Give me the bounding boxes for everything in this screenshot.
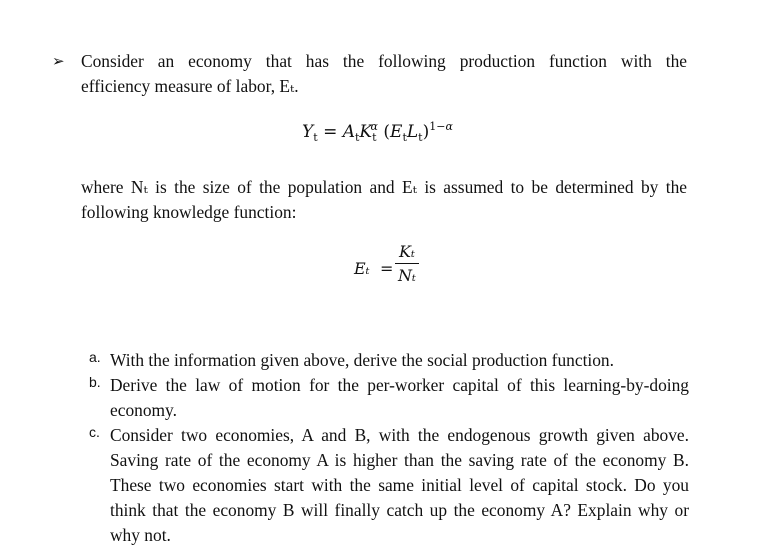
knowledge-lhs: Eₜ [354,259,370,278]
intro-line-1: Consider an economy that has the following production function with the [81,51,687,71]
where-line-2: following knowledge function: [81,202,297,222]
question-marker: a. [89,349,101,365]
question-text: With the information given above, derive the social production function. [110,350,614,370]
where-paragraph [81,175,687,225]
fraction-numerator: Kₜ [399,242,415,261]
question-item-a [89,348,689,373]
knowledge-fraction [395,242,419,286]
question-text: Derive the law of motion for the per-worker capital of this learning-by-doing economy. [110,375,689,420]
intro-line-2: efficiency measure of labor, Eₜ. [81,76,299,96]
question-item-c [89,423,689,548]
production-function-equation: $Y_t = A_tK_t^\alpha$ $(E_tL_t)^{1-\alpha}$ [302,120,453,144]
where-line-1: where Nₜ is the size of the population and Eₜ is assumed to be determined by the [81,177,687,197]
question-item-b [89,373,689,423]
question-marker: b. [89,374,101,390]
knowledge-equals: = [380,259,394,278]
fraction-denominator: Nₜ [398,266,416,285]
fraction-bar [395,263,419,264]
question-marker: c. [89,424,100,440]
question-list [89,348,689,548]
question-text: Consider two economies, A and B, with the endogenous growth given above. Saving rate of the economy A is higher than the saving rate of the economy B. These two economies start with the same initial level of capital stock. Do you think that the economy B will finally catch up the economy A? Explain why or why not. [110,425,689,545]
arrowhead-bullet-icon: ➢ [52,52,65,70]
intro-paragraph [81,49,687,99]
